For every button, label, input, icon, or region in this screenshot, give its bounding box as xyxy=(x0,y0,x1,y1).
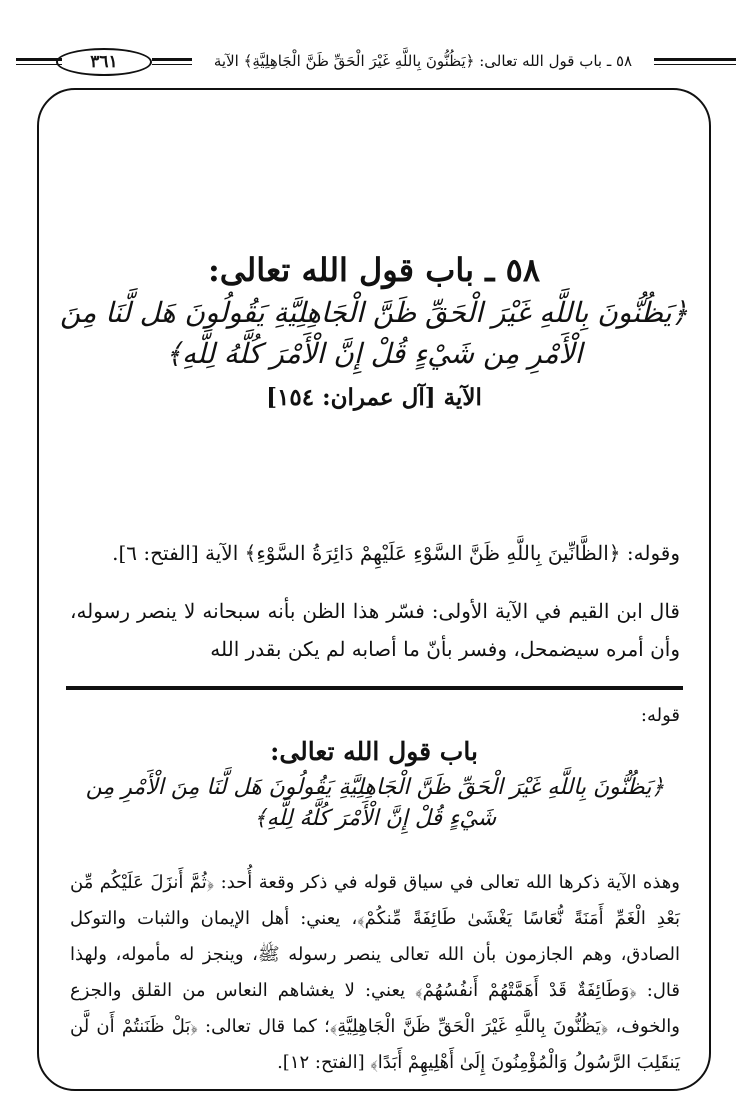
page-header xyxy=(0,0,751,80)
chapter-verse-line-1: ﴿يَظُنُّونَ بِاللَّهِ غَيْرَ الْحَقِّ ظَنَّ الْجَاهِلِيَّةِ يَقُولُونَ هَل لَّنَا مِنَ xyxy=(60,296,688,329)
subsection-verse-line-1: ﴿يَظُنُّونَ بِاللَّهِ غَيْرَ الْحَقِّ ظَنَّ الْجَاهِلِيَّةِ يَقُولُونَ هَل لَّنَا مِنَ الْأَمْرِ مِن xyxy=(85,775,665,800)
header-rule-right xyxy=(654,58,736,61)
commentary-paragraph: وهذه الآية ذكرها الله تعالى في سياق قوله في ذكر وقعة أُحد: ﴿ثُمَّ أَنزَلَ عَلَيْكُم مِّن بَعْدِ الْغَمِّ أَمَنَةً نُّعَاسًا يَغْشَىٰ طَائِفَةً مِّنكُمْ﴾، يعني: أهل الإيمان والثبات والتوكل الصادق، وهم الجازمون بأن الله تعالى ينصر رسوله ﷺ، وينجز له مأموله، ولهذا قال: ﴿وَطَائِفَةٌ قَدْ أَهَمَّتْهُمْ أَنفُسُهُمْ﴾ يعني: لا يغشاهم النعاس من القلق والجزع والخوف، ﴿يَظُنُّونَ بِاللَّهِ غَيْرَ الْحَقِّ ظَنَّ الْجَاهِلِيَّةِ﴾؛ كما قال تعالى: ﴿بَلْ ظَنَنتُمْ أَن لَّن يَنقَلِبَ الرَّسُولُ وَالْمُؤْمِنُونَ إِلَىٰ أَهْلِيهِمْ أَبَدًا﴾ [الفتح: ١٢]. xyxy=(70,872,680,1073)
section-divider xyxy=(66,686,683,690)
subsection-verse-line-2: شَيْءٍ قُلْ إِنَّ الْأَمْرَ كُلَّهُ لِلَّهِ﴾ xyxy=(253,806,497,831)
header-rule-left-thin xyxy=(16,64,62,65)
header-rule-center-thin xyxy=(152,64,192,65)
chapter-verse-line-2: الْأَمْرِ مِن شَيْءٍ قُلْ إِنَّ الْأَمْرَ كُلَّهُ لِلَّهِ﴾ xyxy=(165,337,583,370)
qawluhu-label: قوله: xyxy=(640,705,680,726)
chapter-title: ٥٨ ـ باب قول الله تعالى: xyxy=(207,251,541,289)
page-number: ٣٦١ xyxy=(90,52,118,72)
running-head: ٥٨ ـ باب قول الله تعالى: ﴿يَظُنُّونَ بِاللَّهِ غَيْرَ الْحَقِّ ظَنَّ الْجَاهِلِيَّةِ﴾ الآية xyxy=(213,52,633,70)
page-number-oval xyxy=(56,48,152,76)
header-rule-center xyxy=(152,58,192,61)
section-subtitle: باب قول الله تعالى: xyxy=(270,737,478,766)
qawluhu-paragraph: وقوله: ﴿الظَّانِّينَ بِاللَّهِ ظَنَّ السَّوْءِ عَلَيْهِمْ دَائِرَةُ السَّوْءِ﴾ الآية [الفتح: ٦]. xyxy=(112,541,680,565)
ibn-qayyim-paragraph: قال ابن القيم في الآية الأولى: فسّر هذا الظن بأنه سبحانه لا ينصر رسوله، وأن أمره سيضمحل، وفسر بأنّ ما أصابه لم يكن بقدر الله xyxy=(70,599,680,661)
header-rule-right-thin xyxy=(654,64,736,65)
chapter-reference: الآية [آل عمران: ١٥٤] xyxy=(266,384,482,411)
